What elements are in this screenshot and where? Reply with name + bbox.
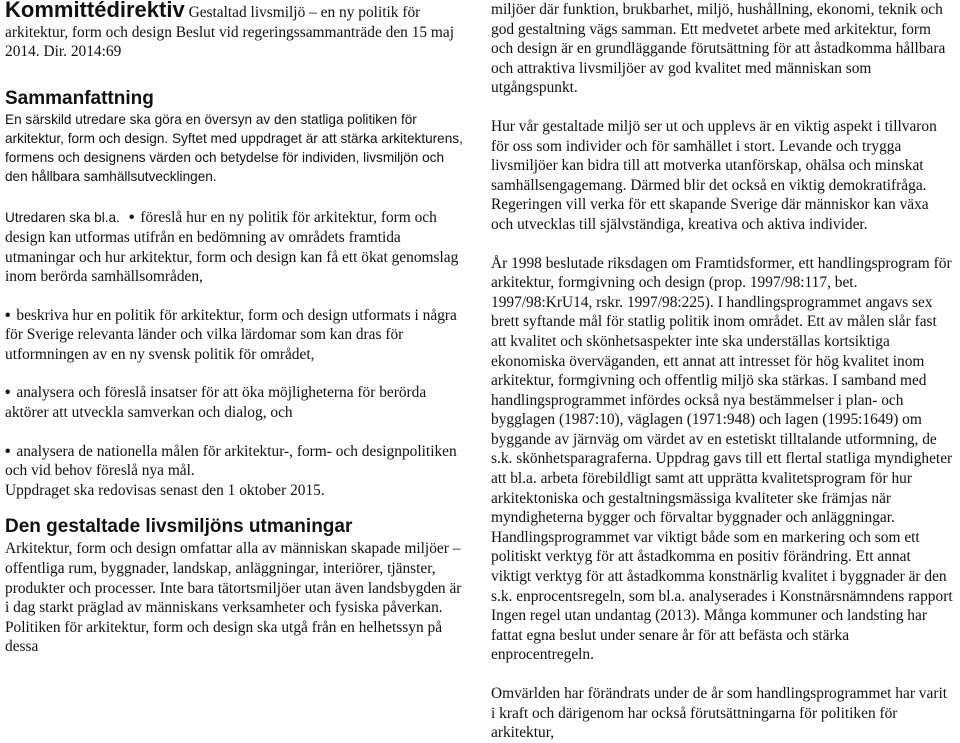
- task-item-text: analysera de nationella målen för arkitektur-, form- och designpolitiken och vid behov föreslå nya mål.: [5, 442, 457, 480]
- task-item-text: beskriva hur en politik för arkitektur, form och design utformats i några för Sverige relevanta länder och vilka lärdomar som kan dras för utformningen av en ny svensk politik för området,: [5, 306, 457, 363]
- challenges-heading: Den gestaltade livsmiljöns utmaningar: [5, 516, 353, 538]
- task-item: [5, 442, 467, 481]
- deadline-text: Uppdraget ska redovisas senast den 1 oktober 2015.: [5, 481, 325, 499]
- task-item: [5, 306, 467, 365]
- task-item-text: föreslå hur en ny politik för arkitektur, form och design kan utformas utifrån en bedömning av områdets framtida utmaningar och hur arkitektur, form och design kan få ett ökat genomslag inom berörda samhällsområden,: [5, 209, 459, 286]
- right-paragraph-4: Omvärlden har förändrats under de år som handlingsprogrammet har varit i kraft och därigenom har också förutsättningarna för politiken för arkitektur,: [491, 685, 948, 742]
- challenges-text: Arkitektur, form och design omfattar alla av människan skapade miljöer – offentliga rum, byggnader, landskap, anläggningar, interiörer, tjänster, produkter och processer. Inte bara tätortsmiljöer utan även landsbygden är i dag starkt präglad av människans verksamheter och fysiska påverkan. Politiken för arkitektur, form och design ska utgå från en helhetssyn på dessa: [5, 540, 462, 656]
- bullet-icon: [5, 443, 16, 460]
- right-column: [491, 0, 954, 743]
- right-paragraph-1: miljöer där funktion, brukbarhet, miljö, hushållning, ekonomi, teknik och god gestaltning vägs samman. Ett medvetet arbete med arkitektur, form och design är en grundläggande förutsättning för att åstadkomma hållbara och attraktiva livsmiljöer av god kvalitet med människan som utgångspunkt.: [491, 1, 946, 97]
- bullet-icon: [5, 307, 16, 324]
- bullet-icon: [129, 209, 140, 226]
- tasks-intro: Utredaren ska bl.a.: [5, 210, 120, 226]
- task-item: [5, 383, 467, 422]
- task-item-text: analysera och föreslå insatser för att öka möjligheterna för berörda aktörer att utveckla samverkan och dialog, och: [5, 384, 427, 422]
- title-sub: Gestaltad livsmiljö – en ny politik för arkitektur, form och design Beslut vid regeringssammanträde den 15 maj 2014. Dir. 2014:69: [5, 4, 455, 60]
- summary-text: En särskild utredare ska göra en översyn av den statliga politiken för arkitektur, form och design. Syftet med uppdraget är att stärka arkitekturens, formens och designens värden och betydelse för individen, livsmiljön och den hållbara samhällsutvecklingen.: [5, 111, 463, 185]
- bullet-icon: [5, 384, 16, 401]
- right-paragraph-3: År 1998 beslutade riksdagen om Framtidsformer, ett handlingsprogram för arkitektur, formgivning och design (prop. 1997/98:117, bet. 1997/98:KrU14, rskr. 1997/98:225). I handlingsprogrammet angavs sex brett syftande mål för statlig politik inom området. Ett av målen slår fast att kvalitet och skönhetsaspekter inte ska underställas kortsiktiga ekonomiska överväganden, ett annat att intresset för hög kvalitet inom arkitektur, formgivning och offentlig miljö ska stärkas. I samband med handlingsprogrammet infördes också nya bestämmelser i plan- och bygglagen (1987:10), väglagen (1971:948) och lagen (1995:1649) om byggande av järnväg om värdet av en estetiskt tilltalande utformning, de s.k. skönhetsparagraferna. Uppdrag gavs till ett flertal statliga myndigheter att bl.a. arbeta förebildligt samt att upprätta kvalitetsprogram för hur arkitektoniska och gestaltningsmässiga kvaliteter ske främjas när myndigheterna bygger och förvaltar byggnader och anläggningar. Handlingsprogrammet var viktigt både som en markering och som ett politiskt verktyg för att åstadkomma en positiv förändring. Ett annat viktigt verktyg för att åstadkomma konstnärlig kvalitet i byggnader är den s.k. enprocentsregeln, som bl.a. analyserades i Konstnärsnämndens rapport Ingen regel utan undantag (2013). Många kommuner och landsting har fattat egna beslut under senare år för att befästa och stärka enprocentregeln.: [491, 254, 953, 664]
- document-title: [5, 0, 467, 62]
- title-main: Kommittédirektiv: [5, 0, 185, 22]
- right-paragraph-2: Hur vår gestaltade miljö ser ut och upplevs är en viktig aspekt i tillvaron för oss som individer och för samhället i stort. Levande och trygga livsmiljöer kan bidra till att motverka utanförskap, ohälsa och minskat samhällsengagemang. Därmed blir det också en viktig demokratifråga. Regeringen vill verka för ett skapande Sverige där människor kan växa och utvecklas till självständiga, kreativa och aktiva individer.: [491, 117, 937, 233]
- left-column: [5, 0, 467, 657]
- summary-heading: Sammanfattning: [5, 87, 154, 109]
